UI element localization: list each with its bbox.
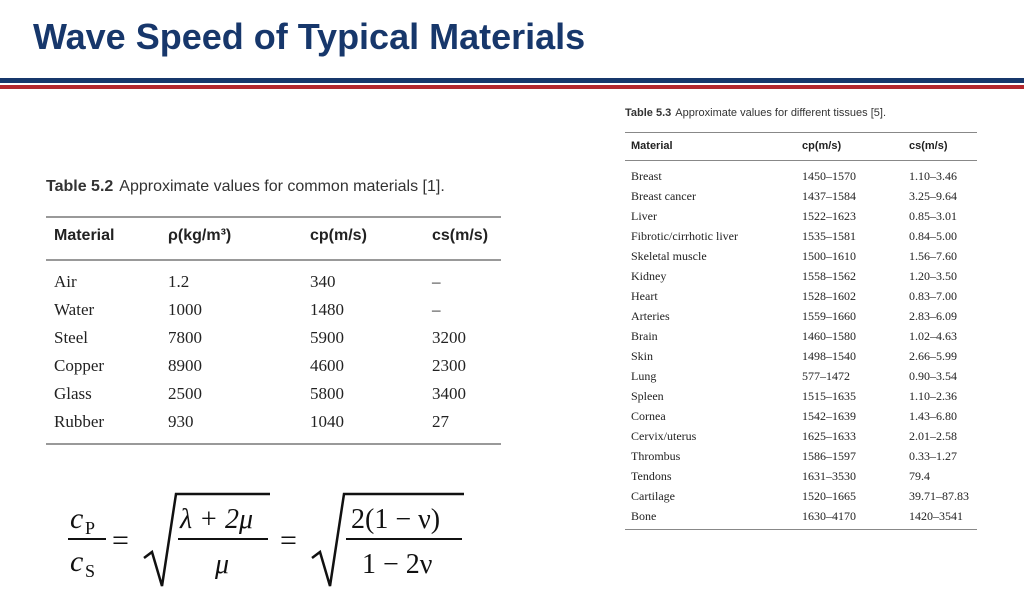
formula-lhs-denominator: c bbox=[70, 545, 84, 578]
cell-material: Bone bbox=[625, 506, 802, 530]
table-row bbox=[625, 406, 977, 426]
cell-cs: 1420–3541 bbox=[909, 506, 977, 530]
cell-material: Liver bbox=[631, 208, 657, 223]
cell-cp: 1625–1633 bbox=[802, 428, 856, 443]
table-5-3-grid bbox=[625, 132, 977, 530]
cell-material: Brain bbox=[631, 328, 658, 343]
cell-density: 8900 bbox=[168, 356, 202, 375]
cell-cs: 1.10–3.46 bbox=[909, 168, 957, 183]
column-header-cp: cp(m/s) bbox=[802, 133, 909, 161]
cell-cp: 5900 bbox=[310, 328, 344, 347]
table-row bbox=[625, 226, 977, 246]
table-row bbox=[46, 260, 501, 296]
cell-cs: 1.20–3.50 bbox=[909, 268, 957, 283]
formula-equals-sign-2: = bbox=[280, 524, 297, 557]
cell-cp: 1630–4170 bbox=[802, 506, 909, 530]
table-row bbox=[46, 324, 501, 352]
table-row bbox=[625, 266, 977, 286]
table-row bbox=[625, 346, 977, 366]
cell-cp: 5800 bbox=[310, 384, 344, 403]
table-row bbox=[625, 161, 977, 187]
cell-density: 2500 bbox=[168, 384, 202, 403]
slide-title: Wave Speed of Typical Materials bbox=[33, 16, 586, 57]
formula-middle-denominator: μ bbox=[215, 549, 230, 580]
cell-cp: 1450–1570 bbox=[802, 168, 856, 183]
table-row bbox=[625, 386, 977, 406]
cell-material: Breast bbox=[631, 168, 662, 183]
title-divider-blue bbox=[0, 78, 1024, 83]
cell-material: Cornea bbox=[631, 408, 666, 423]
cell-cp: 340 bbox=[310, 272, 336, 291]
cell-material: Fibrotic/cirrhotic liver bbox=[631, 228, 738, 243]
table-row bbox=[625, 366, 977, 386]
cell-cp: 1586–1597 bbox=[802, 448, 856, 463]
cell-cs: 3400 bbox=[432, 384, 466, 403]
cell-material: Breast cancer bbox=[631, 188, 696, 203]
cell-cp: 1542–1639 bbox=[802, 408, 856, 423]
table-header-row bbox=[46, 217, 501, 260]
table-row bbox=[46, 352, 501, 380]
cell-cs: 79.4 bbox=[909, 468, 930, 483]
table-row bbox=[625, 246, 977, 266]
cell-material: Cartilage bbox=[631, 488, 675, 503]
table-row bbox=[625, 506, 977, 530]
cell-cs: 0.90–3.54 bbox=[909, 368, 957, 383]
cell-cs: 2.66–5.99 bbox=[909, 348, 957, 363]
table-5-3 bbox=[625, 107, 977, 530]
table-row bbox=[625, 486, 977, 506]
cell-cp: 1460–1580 bbox=[802, 328, 856, 343]
cell-cp: 1522–1623 bbox=[802, 208, 856, 223]
table-5-3-caption-text: Approximate values for different tissues [5]. bbox=[675, 107, 887, 119]
cell-material: Copper bbox=[54, 356, 105, 375]
table-row bbox=[46, 380, 501, 408]
cell-material: Steel bbox=[54, 328, 88, 347]
cell-cp: 1498–1540 bbox=[802, 348, 856, 363]
cell-cs: 27 bbox=[432, 408, 501, 444]
cell-material: Tendons bbox=[631, 468, 672, 483]
cell-cs: 0.85–3.01 bbox=[909, 208, 957, 223]
cell-density: 7800 bbox=[168, 328, 202, 347]
cell-cs: 2300 bbox=[432, 356, 466, 375]
cell-cp: 1559–1660 bbox=[802, 308, 856, 323]
cell-density: 1000 bbox=[168, 300, 202, 319]
table-5-3-caption bbox=[625, 107, 977, 119]
cell-material: Air bbox=[54, 272, 77, 291]
formula-lhs-denominator-subscript: S bbox=[85, 561, 96, 581]
table-5-2-caption-text: Approximate values for common materials [1]. bbox=[119, 178, 445, 195]
cell-material: Thrombus bbox=[631, 448, 681, 463]
table-header-row bbox=[625, 133, 977, 161]
cell-cp: 577–1472 bbox=[802, 368, 850, 383]
cell-material: Skeletal muscle bbox=[631, 248, 707, 263]
cell-cp: 1480 bbox=[310, 300, 344, 319]
cell-material: Heart bbox=[631, 288, 658, 303]
cell-material: Glass bbox=[54, 384, 92, 403]
cell-cs: 2.01–2.58 bbox=[909, 428, 957, 443]
cell-density: 930 bbox=[164, 408, 310, 444]
cell-cs: 1.43–6.80 bbox=[909, 408, 957, 423]
table-row bbox=[625, 206, 977, 226]
cell-cp: 1437–1584 bbox=[802, 188, 856, 203]
cell-cs: – bbox=[432, 300, 441, 319]
cell-cs: 1.56–7.60 bbox=[909, 248, 957, 263]
cell-cp: 1558–1562 bbox=[802, 268, 856, 283]
cell-cs: 1.10–2.36 bbox=[909, 388, 957, 403]
cell-cs: – bbox=[432, 272, 441, 291]
column-header-cp: cp(m/s) bbox=[310, 217, 432, 260]
cell-cp: 1515–1635 bbox=[802, 388, 856, 403]
cell-cp: 1500–1610 bbox=[802, 248, 856, 263]
table-row bbox=[625, 446, 977, 466]
cell-cs: 0.84–5.00 bbox=[909, 228, 957, 243]
cell-material: Water bbox=[54, 300, 95, 319]
table-row bbox=[625, 426, 977, 446]
cell-density: 1.2 bbox=[168, 272, 190, 291]
table-5-3-label: Table 5.3 bbox=[625, 107, 672, 119]
cell-material: Lung bbox=[631, 368, 657, 383]
table-row bbox=[46, 408, 501, 444]
table-row bbox=[625, 326, 977, 346]
formula-middle-numerator: λ + 2μ bbox=[180, 504, 254, 535]
cell-material: Spleen bbox=[631, 388, 664, 403]
formula-right-denominator: 1 − 2ν bbox=[362, 549, 433, 580]
table-5-3-body bbox=[625, 161, 977, 530]
cell-cs: 1.02–4.63 bbox=[909, 328, 957, 343]
cell-material: Kidney bbox=[631, 268, 667, 283]
cell-material: Arteries bbox=[631, 308, 670, 323]
cell-cs: 3200 bbox=[432, 328, 466, 347]
table-5-2-caption bbox=[46, 178, 501, 196]
table-row bbox=[625, 466, 977, 486]
cell-cs: 39.71–87.83 bbox=[909, 488, 969, 503]
table-row bbox=[625, 186, 977, 206]
cell-material: Cervix/uterus bbox=[631, 428, 697, 443]
column-header-material: Material bbox=[46, 217, 164, 260]
formula-equals-sign-1: = bbox=[112, 524, 129, 557]
cell-material: Skin bbox=[631, 348, 654, 363]
formula-right-numerator: 2(1 − ν) bbox=[351, 504, 441, 535]
cell-cp: 4600 bbox=[310, 356, 344, 375]
table-5-2-label: Table 5.2 bbox=[46, 178, 114, 195]
formula-lhs-numerator: c bbox=[70, 502, 84, 535]
column-header-cs: cs(m/s) bbox=[432, 217, 501, 260]
column-header-material: Material bbox=[625, 133, 802, 161]
formula-lhs-numerator-subscript: P bbox=[85, 518, 96, 538]
wave-speed-ratio-formula bbox=[60, 488, 490, 593]
cell-material: Rubber bbox=[46, 408, 164, 444]
cell-cp: 1528–1602 bbox=[802, 288, 856, 303]
table-row bbox=[625, 306, 977, 326]
table-row bbox=[625, 286, 977, 306]
cell-cp: 1535–1581 bbox=[802, 228, 856, 243]
cell-cs: 3.25–9.64 bbox=[909, 188, 957, 203]
column-header-density: ρ(kg/m³) bbox=[164, 217, 310, 260]
table-5-2-grid bbox=[46, 216, 501, 445]
cell-cp: 1040 bbox=[310, 408, 432, 444]
column-header-cs: cs(m/s) bbox=[909, 133, 977, 161]
cell-cs: 0.33–1.27 bbox=[909, 448, 957, 463]
cell-cp: 1631–3530 bbox=[802, 468, 856, 483]
title-divider-red bbox=[0, 85, 1024, 89]
cell-cs: 2.83–6.09 bbox=[909, 308, 957, 323]
cell-cs: 0.83–7.00 bbox=[909, 288, 957, 303]
cell-cp: 1520–1665 bbox=[802, 488, 856, 503]
table-5-2 bbox=[46, 178, 501, 445]
table-row bbox=[46, 296, 501, 324]
